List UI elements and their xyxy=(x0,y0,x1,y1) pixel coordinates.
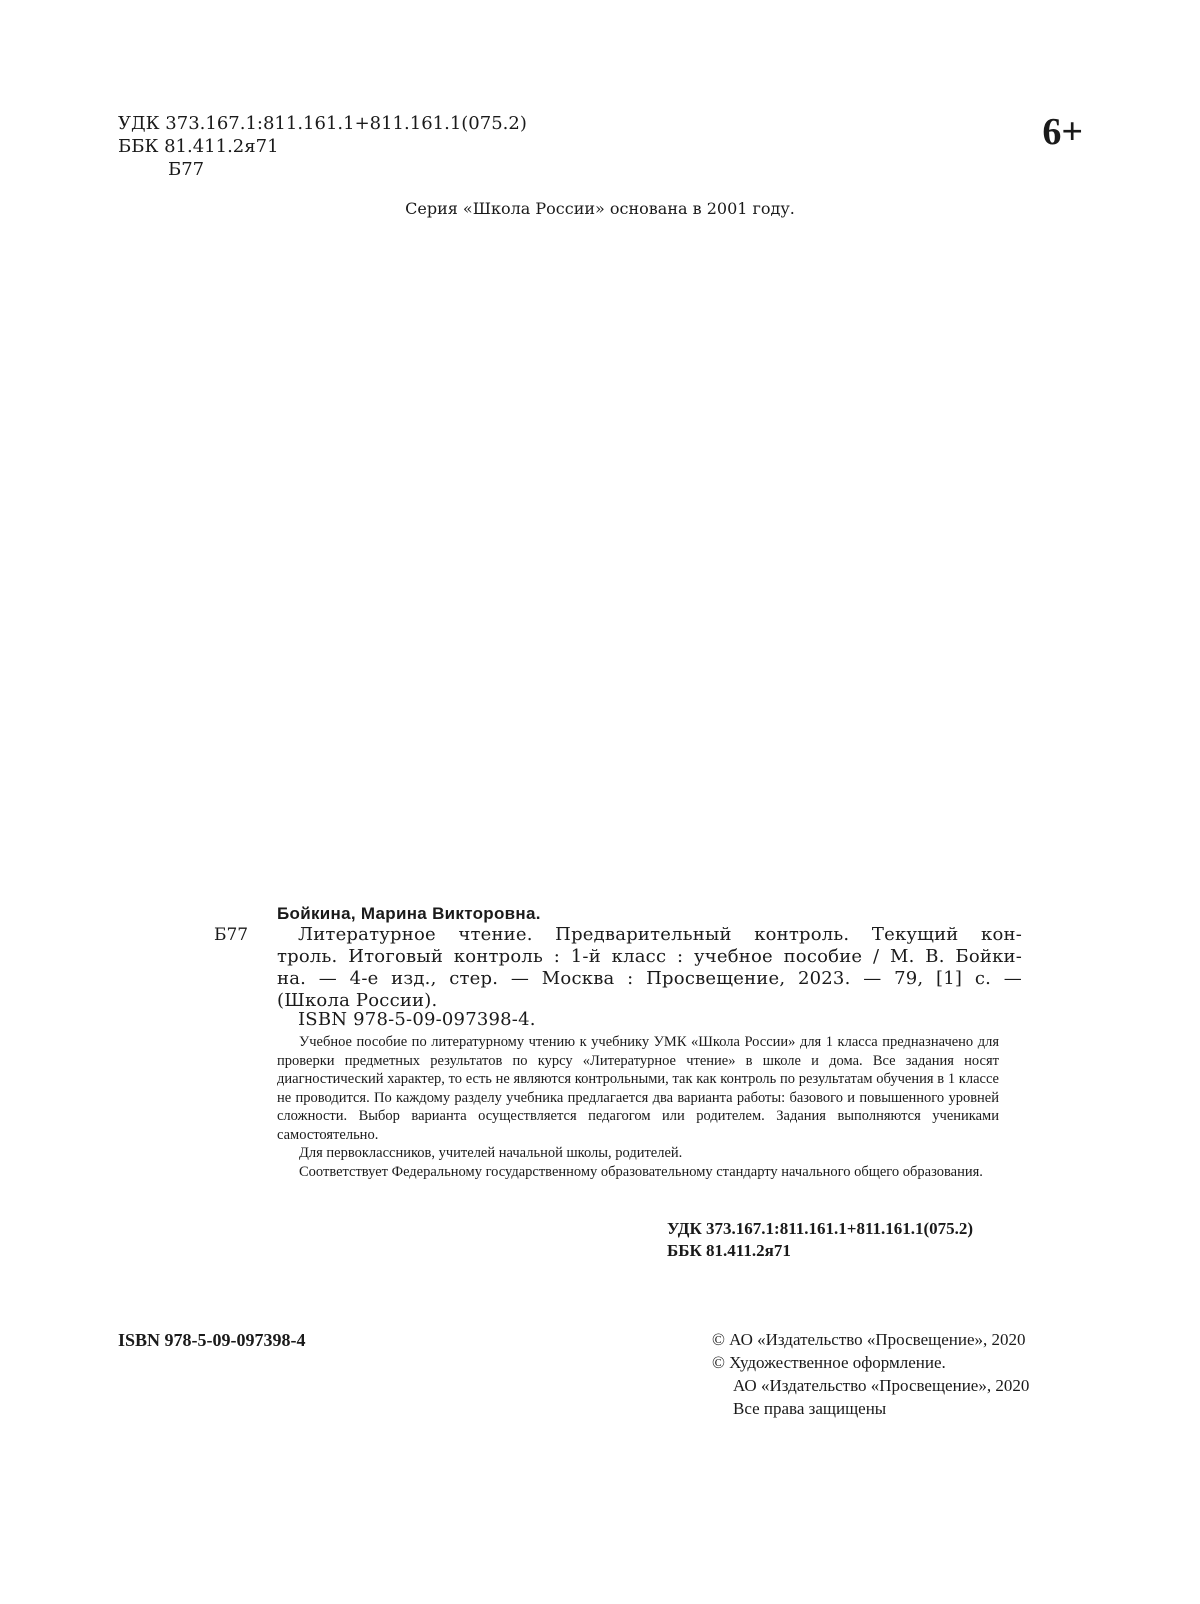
card-udk: УДК 373.167.1:811.161.1+811.161.1(075.2) xyxy=(667,1219,974,1238)
card-title-line: Литературное чтение. Предварительный контроль. Текущий кон- xyxy=(298,924,1022,945)
copyright-block xyxy=(712,1328,1029,1420)
annotation-paragraph: Учебное пособие по литературному чтению к учебнику УМК «Школа России» для 1 класса предназначено для проверки предметных результатов по курсу «Литературное чтение» в школе и дома. Все задания носят диагностический характер, то есть не являются контрольными, так как контроль по результатам обучения в 1 классе не проводится. По каждому разделу учебника предлагается два варианта работы: базового и повышенного уровней сложности. Выбор варианта осуществляется педагогом или родителем. Задания выполняются учениками самостоятельно. xyxy=(277,1034,999,1143)
card-title-line: (Школа России). xyxy=(277,990,438,1011)
card-bibliographic-description xyxy=(277,924,1022,1012)
udk-code: УДК 373.167.1:811.161.1+811.161.1(075.2) xyxy=(118,113,527,134)
copyright-line: © Художественное оформление. xyxy=(712,1353,946,1372)
card-author: Бойкина, Марина Викторовна. xyxy=(277,904,541,923)
series-note: Серия «Школа России» основана в 2001 году. xyxy=(405,199,795,218)
classification-header xyxy=(118,112,527,181)
copyright-line: АО «Издательство «Просвещение», 2020 xyxy=(733,1376,1030,1395)
card-annotation xyxy=(277,1033,999,1181)
footer-isbn: ISBN 978-5-09-097398-4 xyxy=(118,1330,306,1350)
card-bbk: ББК 81.411.2я71 xyxy=(667,1241,791,1260)
annotation-paragraph: Соответствует Федеральному государственному образовательному стандарту начального общего образования. xyxy=(299,1163,983,1180)
bbk-code: ББК 81.411.2я71 xyxy=(118,136,279,157)
card-classification xyxy=(667,1218,973,1262)
card-author-mark: Б77 xyxy=(214,925,249,945)
author-mark: Б77 xyxy=(168,159,205,180)
card-isbn: ISBN 978-5-09-097398-4. xyxy=(298,1009,536,1030)
copyright-line: © АО «Издательство «Просвещение», 2020 xyxy=(712,1330,1026,1349)
annotation-paragraph: Для первоклассников, учителей начальной школы, родителей. xyxy=(299,1145,683,1161)
copyright-line: Все права защищены xyxy=(733,1399,887,1418)
card-title-line: на. — 4-е изд., стер. — Москва : Просвещение, 2023. — 79, [1] с. — xyxy=(277,968,1022,989)
age-rating: 6+ xyxy=(1042,111,1083,153)
card-title-line: троль. Итоговый контроль : 1-й класс : учебное пособие / М. В. Бойки- xyxy=(277,946,1022,967)
